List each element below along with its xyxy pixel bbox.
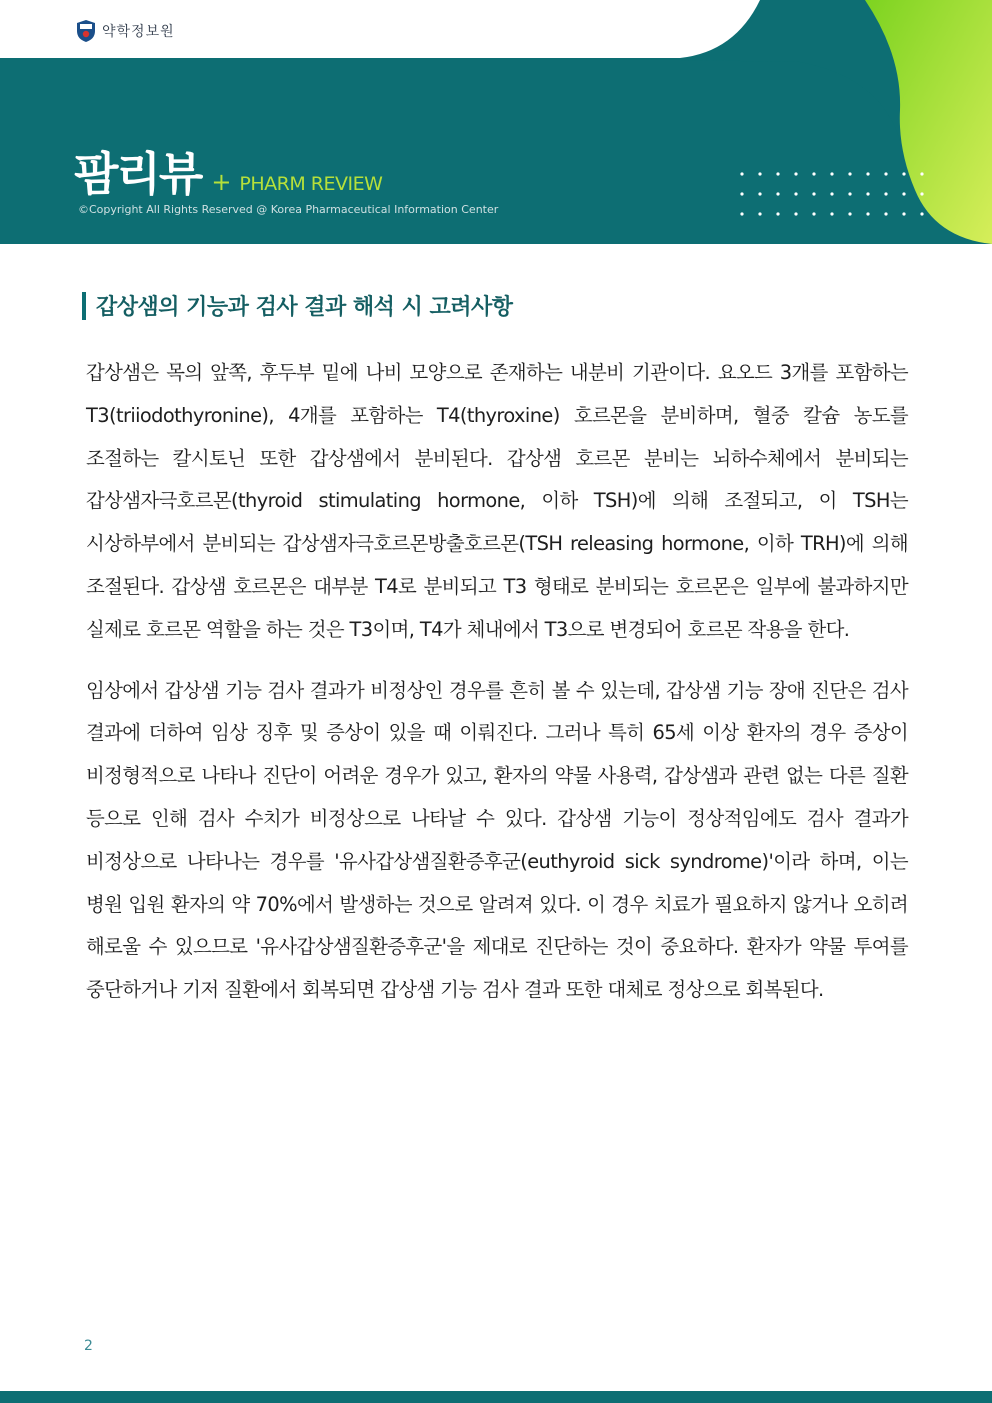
section-heading <box>82 290 513 321</box>
body-paragraph: 갑상샘은 목의 앞쪽, 후두부 밑에 나비 모양으로 존재하는 내분비 기관이다. 요오드 3개를 포함하는 T3(triiodothyronine), 4개를 포함하는 T4(thyroxine) 호르몬을 분비하며, 혈중 칼슘 농도를 조절하는 칼시토닌 또한 갑상샘에서 분비된다. 갑상샘 호르몬 분비는 뇌하수체에서 분비되는 갑상샘자극호르몬(thyroid stimulating hormone, 이하 TSH)에 의해 조절되고, 이 TSH는 시상하부에서 분비되는 갑상샘자극호르몬방출호르몬(TSH releasing hormone, 이하 TRH)에 의해 조절된다. 갑상샘 호르몬은 대부분 T4로 분비되고 T3 형태로 분비되는 호르몬은 일부에 불과하지만 실제로 호르몬 역할을 하는 것은 T3이며, T4가 체내에서 T3으로 변경되어 호르몬 작용을 한다. <box>86 361 908 641</box>
publication-brand <box>74 138 382 204</box>
section-heading-text: 갑상샘의 기능과 검사 결과 해석 시 고려사항 <box>96 295 513 320</box>
footer-bar <box>0 1391 992 1403</box>
body-paragraph: 임상에서 갑상샘 기능 검사 결과가 비정상인 경우를 흔히 볼 수 있는데, 갑상샘 기능 장애 진단은 검사 결과에 더하여 임상 징후 및 증상이 있을 때 이뤄진다. 그러나 특히 65세 이상 환자의 경우 증상이 비정형적으로 나타나 진단이 어려운 경우가 있고, 환자의 약물 사용력, 갑상샘과 관련 없는 다른 질환 등으로 인해 검사 수치가 비정상으로 나타날 수 있다. 갑상샘 기능이 정상적임에도 검사 결과가 비정상으로 나타나는 경우를 '유사갑상샘질환증후군(euthyroid sick syndrome)'이라 하며, 이는 병원 입원 환자의 약 70%에서 발생하는 것으로 알려져 있다. 이 경우 치료가 필요하지 않거나 오히려 해로울 수 있으므로 '유사갑상샘질환증후군'을 제대로 진단하는 것이 중요하다. 환자가 약물 투여를 중단하거나 기저 질환에서 회복되면 갑상샘 기능 검사 결과 또한 대체로 정상으로 회복된다. <box>86 678 908 1002</box>
article-body <box>86 352 908 1030</box>
publication-title: 팜리뷰 <box>74 147 202 201</box>
publication-subtitle: PHARM REVIEW <box>239 173 383 195</box>
org-name: 약학정보원 <box>102 24 175 40</box>
brand-plus-sign: + <box>211 168 232 196</box>
page-number: 2 <box>84 1338 93 1354</box>
shield-emblem-icon <box>76 19 96 43</box>
heading-accent-bar <box>82 292 86 320</box>
org-logo <box>76 18 175 44</box>
copyright-notice: ©Copyright All Rights Reserved @ Korea Pharmaceutical Information Center <box>78 203 499 216</box>
